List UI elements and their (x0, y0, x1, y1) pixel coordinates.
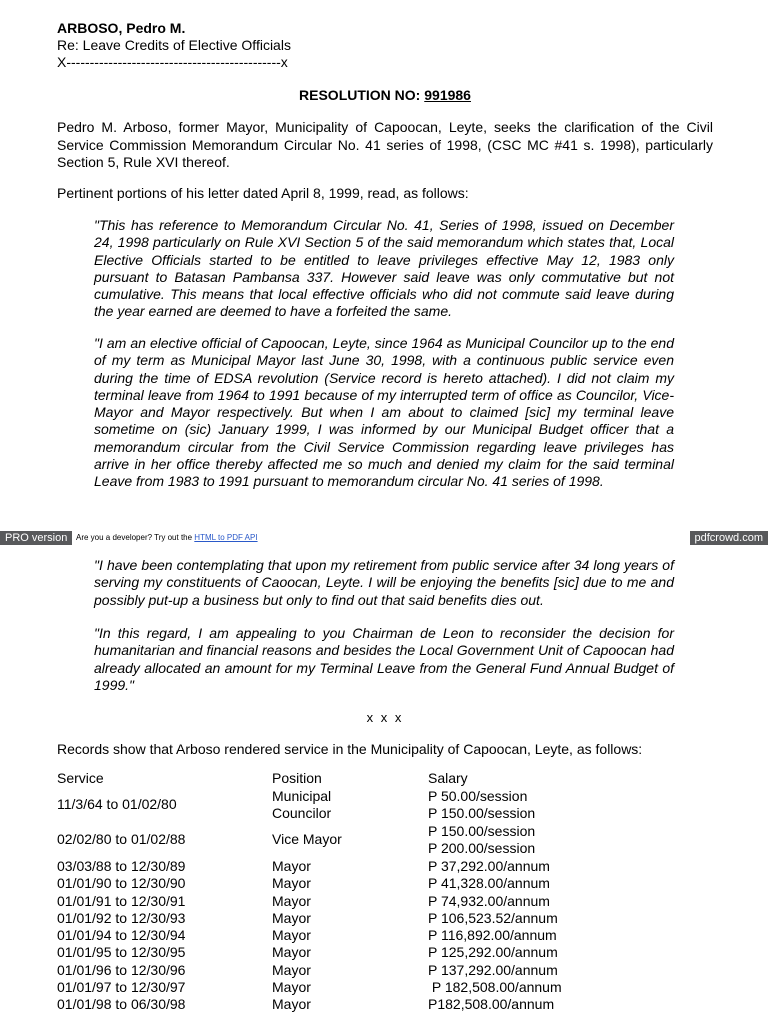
cell-salary-line: P 50.00/session (428, 788, 528, 804)
cell-service: 01/01/98 to 06/30/98 (57, 996, 186, 1013)
cell-salary-line: P 150.00/session (428, 805, 536, 822)
cell-service: 01/01/91 to 12/30/91 (57, 892, 186, 909)
cell-position: Mayor (272, 875, 311, 892)
omission-mark: x x x (366, 710, 404, 725)
quote-paragraph-1: "This has reference to Memorandum Circular No. 41, Series of 1998, issued on December 24, 1998 particularly on Rule XVI Section 5 of the said memorandum which states that, Local Elective Officials started to be entitled to leave privileges effective May 12, 1983 only pursuant to Batasan Pambansa 337. However said leave was only commutative but not cumulative. This means that local effective officials who did not commute said leave during the year earned are deemed to have a forfeited the same. (94, 217, 674, 320)
pdfcrowd-brand[interactable]: pdfcrowd.com (690, 531, 768, 545)
cell-service: 01/01/96 to 12/30/96 (57, 961, 186, 978)
cell-position: Mayor (272, 909, 311, 926)
header-salary: Salary (428, 770, 468, 786)
cell-service: 01/01/90 to 12/30/90 (57, 875, 186, 892)
intro-paragraph: Pedro M. Arboso, former Mayor, Municipality of Capoocan, Leyte, seeks the clarification of the Civil Service Commission Memorandum Circular No. 41 series of 1998, (CSC MC #41 s. 1998), particularly Section 5, Rule XVI thereof. (57, 119, 713, 170)
cell-position: Mayor (272, 996, 311, 1013)
cell-service: 01/01/94 to 12/30/94 (57, 927, 186, 944)
table-header-row (57, 770, 717, 788)
cell-salary (428, 788, 535, 823)
cell-salary: P 106,523.52/annum (428, 909, 558, 926)
cell-salary: P 74,932.00/annum (428, 892, 550, 909)
resolution-number: 991986 (424, 87, 471, 103)
developer-promo (76, 533, 258, 543)
cell-position: Mayor (272, 944, 311, 961)
header-position: Position (272, 770, 322, 786)
table-row (57, 910, 717, 927)
cell-service: 01/01/97 to 12/30/97 (57, 979, 186, 996)
table-row (57, 788, 717, 823)
cell-salary-line: P 200.00/session (428, 840, 536, 857)
cell-service: 01/01/95 to 12/30/95 (57, 944, 186, 961)
cell-salary: P 182,508.00/annum (428, 979, 562, 996)
cell-position: Mayor (272, 927, 311, 944)
cell-salary: P 137,292.00/annum (428, 961, 558, 978)
cell-service: 02/02/80 to 01/02/88 (57, 831, 186, 847)
developer-promo-text: Are you a developer? Try out the (76, 533, 195, 542)
cell-service: 11/3/64 to 01/02/80 (57, 796, 177, 812)
cell-salary-line: P 150.00/session (428, 823, 536, 839)
cell-salary: P 41,328.00/annum (428, 875, 550, 892)
cell-salary: P 116,892.00/annum (428, 927, 557, 944)
cell-service: 01/01/92 to 12/30/93 (57, 909, 186, 926)
cell-position: Mayor (272, 979, 311, 996)
pdfcrowd-bar (0, 530, 768, 546)
resolution-label: RESOLUTION NO: (299, 87, 425, 103)
table-row (57, 962, 717, 979)
quote-paragraph-2: "I am an elective official of Capoocan, Leyte, since 1964 as Municipal Councilor up to the end of my term as Municipal Mayor last June 30, 1998, with a continuous public service even during the time of EDSA revolution (Service record is hereto attached). I did not claim my terminal leave from 1964 to 1991 because of my interrupted term of office as Councilor, Vice-Mayor and Mayor respectively. But when I am about to claimed [sic] my terminal leave sometime on (sic) January 1999, I was informed by our Municipal Budget officer that a memorandum circular from the Civil Service Commission regarding leave privileges has arrive in her office thereby affected me so much and denied my claim for the said terminal Leave from 1983 to 1991 pursuant to memorandum circular No. 41 series of 1998. (94, 335, 674, 490)
table-row (57, 927, 717, 944)
subject-line: Re: Leave Credits of Elective Officials (57, 37, 291, 53)
separator-line: X----------------------------------------------x (57, 54, 288, 70)
table-row (57, 944, 717, 961)
letter-intro-paragraph: Pertinent portions of his letter dated April 8, 1999, read, as follows: (57, 185, 469, 201)
table-row (57, 858, 717, 875)
resolution-title (57, 87, 713, 103)
quote-paragraph-4: "In this regard, I am appealing to you Chairman de Leon to reconsider the decision for humanitarian and financial reasons and besides the Local Government Unit of Capoocan had already allocated an amount for my Terminal Leave from the General Fund Annual Budget of 1999." (94, 625, 674, 693)
cell-salary: P 37,292.00/annum (428, 858, 550, 874)
quote-paragraph-3: "I have been contemplating that upon my retirement from public service after 34 long years of serving my constituents of Caoocan, Leyte. I will be enjoying the benefits [sic] due to me and possibly put-up a business but only to find out that said benefits dies out. (94, 557, 674, 608)
cell-position: Mayor (272, 961, 311, 978)
cell-salary (428, 823, 535, 858)
records-paragraph: Records show that Arboso rendered service in the Municipality of Capoocan, Leyte, as follows: (57, 741, 643, 757)
service-table (57, 770, 717, 1014)
cell-service: 03/03/88 to 12/30/89 (57, 858, 186, 874)
cell-salary: P182,508.00/annum (428, 996, 555, 1013)
cell-position: Mayor (272, 892, 311, 909)
table-row (57, 823, 717, 858)
cell-position-line: Municipal (272, 788, 332, 804)
cell-position: Mayor (272, 858, 311, 874)
cell-position (272, 788, 331, 823)
pro-version-badge[interactable]: PRO version (0, 531, 72, 545)
addressee-name: ARBOSO, Pedro M. (57, 20, 186, 36)
table-row (57, 979, 717, 996)
table-row (57, 875, 717, 892)
table-row (57, 996, 717, 1013)
header-service: Service (57, 770, 104, 786)
cell-position: Vice Mayor (272, 831, 342, 847)
table-row (57, 893, 717, 910)
cell-position-line: Councilor (272, 805, 332, 822)
html-to-pdf-link[interactable]: HTML to PDF API (194, 533, 258, 542)
cell-salary: P 125,292.00/annum (428, 944, 558, 961)
